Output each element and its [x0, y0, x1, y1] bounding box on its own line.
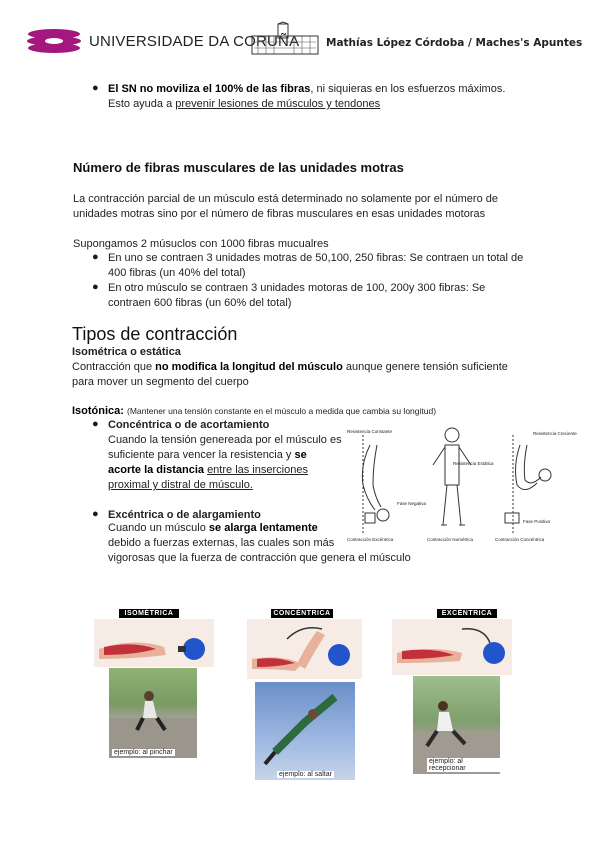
- arm-isometric-illustration: [94, 619, 214, 667]
- isotonica-line: Isotónica: (Mantener una tensión constante en el músculo a medida que cambia su longitud): [72, 405, 437, 417]
- bullet-dot: ●: [92, 281, 99, 293]
- diagram-label-4: Fase Negativa: [397, 501, 427, 506]
- concentrica-line-1: Cuando la tensión genereada por el músculo es: [108, 434, 342, 446]
- para-contraccion-2: unidades motras sino por el número de fibras musculares en esas unidades motoras: [73, 208, 486, 220]
- figure-label-excentrica: EXCÉNTRICA: [437, 609, 497, 618]
- isometrica-line-1: Contracción que no modifica la longitud del músculo aunque genere tensión suficiente: [72, 361, 508, 373]
- diagram-label-5: Fase Positiva: [523, 519, 551, 524]
- intro-line-2: Esto ayuda a prevenir lesiones de músculos y tendones: [108, 98, 381, 110]
- concentrica-line-4: proximal y distral de músculo.: [108, 479, 253, 491]
- concentrica-title: Concéntrica o de acortamiento: [108, 419, 270, 431]
- contraction-types-diagram: [345, 425, 577, 545]
- excentrica-line-1: Cuando un músculo se alarga lentamente: [108, 522, 318, 534]
- excentrica-line-3: vigorosas que la fuerza de contracción que genera el músculo: [108, 552, 411, 564]
- para-contraccion-1: La contracción parcial de un músculo está determinado no solamente por el número de: [73, 193, 498, 205]
- figure-label-concentrica: CONCÉNTRICA: [271, 609, 333, 618]
- figure-caption-1: ejemplo: al pinchar: [114, 749, 173, 756]
- concentrica-line-2: suficiente para vencer la resistencia y se: [108, 449, 307, 461]
- arm-eccentric-illustration: [392, 619, 512, 675]
- figure-caption-2: ejemplo: al saltar: [279, 771, 332, 778]
- bullet-1-line-1: En uno se contraen 3 unidades motras de 50,100, 250 fibras: Se contraen un total de: [108, 252, 524, 264]
- intro-line-1: El SN no moviliza el 100% de las fibras, ni siquieras en los esfuerzos máximos.: [108, 83, 506, 95]
- photo-excentrica: [413, 676, 500, 774]
- section-title-tipos: Tipos de contracción: [72, 324, 238, 344]
- diagram-label-2: Resistencia Estática: [453, 461, 494, 466]
- isometrica-title: Isométrica o estática: [72, 346, 181, 358]
- bullet-1-line-2: 400 fibras (un 40% del total): [108, 267, 246, 279]
- diagram-caption-2: Contracción Isométrica: [427, 537, 474, 542]
- photo-isometrica: [109, 668, 197, 758]
- building-sketch-icon: [250, 22, 320, 56]
- para-supongamos: Supongamos 2 músuclos con 1000 fibras mucualres: [73, 238, 329, 250]
- person-crouching-icon: [109, 668, 197, 758]
- diagram-label-3: Resistencia Creciente: [533, 431, 577, 436]
- bullet-2-line-1: En otro músculo se contraen 3 unidades motoras de 100, 200y 300 fibras: Se: [108, 282, 486, 294]
- excentrica-title: Excéntrica o de alargamiento: [108, 509, 261, 521]
- bullet-dot: ●: [92, 508, 99, 520]
- bullet-dot: ●: [92, 82, 99, 94]
- diagram-caption-1: Contracción Excéntrica: [347, 537, 394, 542]
- isometrica-line-2: para mover un segmento del cuerpo: [72, 376, 249, 388]
- diagram-caption-3: Contracción Concéntrica: [495, 537, 545, 542]
- section-title-fibras: Número de fibras musculares de las unidades motras: [73, 160, 404, 175]
- figure-label-isometrica: ISOMÉTRICA: [119, 609, 179, 618]
- bullet-2-line-2: contraen 600 fibras (un 60% del total): [108, 297, 292, 309]
- author-header: [250, 22, 582, 56]
- photo-concentrica: [255, 682, 355, 780]
- university-name: UNIVERSIDADE DA CORUÑA: [89, 32, 300, 50]
- bullet-dot: ●: [92, 418, 99, 430]
- figure-caption-3: ejemplo: al recepcionar: [427, 758, 500, 772]
- excentrica-line-2: debido a fuerzas externas, las cuales son más: [108, 537, 335, 549]
- author-name: Mathías López Córdoba / Maches's Apuntes: [326, 37, 583, 49]
- bullet-dot: ●: [92, 251, 99, 263]
- arm-concentric-illustration: [247, 619, 362, 679]
- person-jumping-icon: [255, 682, 355, 780]
- udc-emblem-icon: [25, 28, 83, 54]
- diagram-label-1: Resistencia Constante: [347, 429, 393, 434]
- concentrica-line-3: acorte la distancia entre las inserciones: [108, 464, 308, 476]
